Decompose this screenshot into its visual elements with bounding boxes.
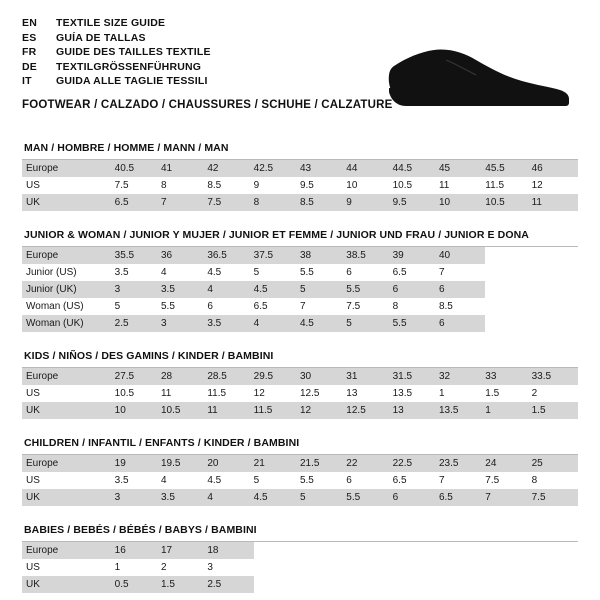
size-cell: 4.5 bbox=[207, 267, 222, 278]
size-cell: 8.5 bbox=[300, 194, 346, 211]
size-cell bbox=[532, 264, 578, 281]
size-cell: 5 bbox=[253, 475, 260, 486]
size-cell: 3 bbox=[207, 562, 213, 573]
size-cell: 6.5 bbox=[392, 475, 407, 486]
table-row bbox=[22, 298, 578, 315]
size-cell: 9 bbox=[346, 194, 392, 211]
size-cell: 11 bbox=[160, 388, 172, 399]
size-cell: 11 bbox=[532, 194, 578, 211]
size-cell: 10 bbox=[115, 402, 161, 419]
size-cell: 36 bbox=[161, 247, 207, 264]
language-row bbox=[22, 45, 211, 60]
size-cell: 21.5 bbox=[300, 455, 346, 472]
section-title: BABIES / BEBÉS / BÉBÉS / BABYS / BAMBINI bbox=[24, 524, 257, 536]
size-cell: 5.5 bbox=[346, 281, 392, 298]
size-cell: 38.5 bbox=[346, 247, 392, 264]
size-cell: 10.5 bbox=[114, 388, 135, 399]
size-cell: 21 bbox=[254, 455, 300, 472]
size-table bbox=[22, 542, 578, 593]
size-cell: 2 bbox=[160, 562, 167, 573]
size-cell: 40 bbox=[439, 247, 485, 264]
size-cell: 5.5 bbox=[346, 489, 392, 506]
size-table bbox=[22, 247, 578, 332]
size-cell: 38 bbox=[300, 247, 346, 264]
size-cell: 9 bbox=[253, 180, 260, 191]
language-label: TEXTILGRÖSSENFÜHRUNG bbox=[56, 60, 202, 73]
row-label: Woman (UK) bbox=[22, 315, 115, 332]
size-cell: 7.5 bbox=[346, 301, 361, 312]
size-cell: 41 bbox=[161, 160, 207, 177]
size-cell: 36.5 bbox=[207, 247, 253, 264]
language-label: GUÍA DE TALLAS bbox=[56, 31, 146, 44]
size-sections bbox=[22, 142, 578, 593]
size-cell: 4.5 bbox=[254, 281, 300, 298]
size-cell: 4 bbox=[160, 267, 167, 278]
size-cell: 3 bbox=[161, 315, 207, 332]
size-cell: 10 bbox=[346, 180, 358, 191]
row-label: Junior (UK) bbox=[22, 281, 115, 298]
size-cell: 4.5 bbox=[300, 315, 346, 332]
size-cell: 6 bbox=[439, 315, 485, 332]
size-cell: 1.5 bbox=[161, 576, 207, 593]
row-label: Woman (US) bbox=[26, 301, 84, 312]
size-cell: 8.5 bbox=[438, 301, 453, 312]
size-cell: 28 bbox=[161, 368, 207, 385]
size-cell: 6 bbox=[439, 281, 485, 298]
size-cell: 0.5 bbox=[115, 576, 161, 593]
row-label: Junior (US) bbox=[26, 267, 77, 278]
size-cell: 11 bbox=[207, 402, 253, 419]
table-row bbox=[22, 472, 578, 489]
page-header bbox=[22, 16, 578, 124]
size-cell: 22.5 bbox=[393, 455, 439, 472]
size-cell bbox=[300, 576, 346, 593]
size-cell: 8 bbox=[392, 301, 399, 312]
language-code: DE bbox=[22, 60, 37, 73]
size-cell: 13.5 bbox=[392, 388, 413, 399]
size-cell bbox=[485, 315, 531, 332]
size-cell bbox=[346, 576, 392, 593]
size-cell bbox=[485, 264, 531, 281]
language-row bbox=[22, 60, 211, 75]
dress-shoe-icon bbox=[372, 32, 572, 110]
size-cell: 9.5 bbox=[393, 194, 439, 211]
size-cell: 3 bbox=[115, 281, 161, 298]
size-cell: 18 bbox=[207, 542, 253, 559]
size-cell bbox=[532, 298, 578, 315]
size-cell: 13.5 bbox=[439, 402, 485, 419]
size-cell bbox=[300, 542, 346, 559]
row-label: Europe bbox=[22, 455, 115, 472]
size-cell: 1.5 bbox=[485, 388, 500, 399]
table-row bbox=[22, 315, 578, 332]
size-cell: 5 bbox=[346, 315, 392, 332]
size-cell: 23.5 bbox=[439, 455, 485, 472]
size-cell bbox=[439, 559, 485, 576]
size-section bbox=[22, 437, 578, 506]
size-table bbox=[22, 455, 578, 506]
size-cell bbox=[393, 559, 439, 576]
language-code: EN bbox=[22, 17, 37, 29]
size-cell: 13 bbox=[346, 388, 358, 399]
language-label: GUIDA ALLE TAGLIE TESSILI bbox=[56, 75, 208, 87]
table-row bbox=[22, 489, 578, 506]
size-cell: 7 bbox=[438, 267, 445, 278]
size-cell: 31.5 bbox=[393, 368, 439, 385]
size-cell: 6 bbox=[346, 267, 352, 278]
size-cell bbox=[485, 298, 531, 315]
row-label: Europe bbox=[22, 542, 115, 559]
size-cell: 45 bbox=[439, 160, 485, 177]
size-cell: 28.5 bbox=[207, 368, 253, 385]
size-cell: 7 bbox=[161, 194, 207, 211]
size-cell: 7.5 bbox=[532, 489, 578, 506]
size-cell: 9.5 bbox=[299, 180, 314, 191]
size-cell: 5 bbox=[253, 267, 260, 278]
size-cell: 17 bbox=[161, 542, 207, 559]
table-row bbox=[22, 402, 578, 419]
size-cell: 30 bbox=[300, 368, 346, 385]
size-cell: 10.5 bbox=[392, 180, 413, 191]
size-cell: 5.5 bbox=[393, 315, 439, 332]
size-section bbox=[22, 524, 578, 593]
row-label: Europe bbox=[22, 368, 115, 385]
size-cell: 44.5 bbox=[393, 160, 439, 177]
language-label: GUIDE DES TAILLES TEXTILE bbox=[56, 46, 211, 58]
size-cell: 5 bbox=[300, 489, 346, 506]
size-cell: 5 bbox=[300, 281, 346, 298]
size-cell: 2.5 bbox=[115, 315, 161, 332]
size-cell: 3 bbox=[115, 489, 161, 506]
table-row bbox=[22, 542, 578, 559]
size-cell: 8 bbox=[531, 475, 538, 486]
size-cell: 12 bbox=[531, 180, 543, 191]
size-cell: 11.5 bbox=[485, 180, 505, 191]
size-cell bbox=[300, 559, 346, 576]
table-row bbox=[22, 264, 578, 281]
size-cell: 13 bbox=[393, 402, 439, 419]
language-row bbox=[22, 16, 211, 31]
size-cell: 45.5 bbox=[485, 160, 531, 177]
size-cell bbox=[254, 576, 300, 593]
size-cell: 3.5 bbox=[114, 475, 129, 486]
language-row bbox=[22, 31, 211, 46]
size-cell: 7.5 bbox=[114, 180, 129, 191]
table-row bbox=[22, 455, 578, 472]
table-row bbox=[22, 281, 578, 298]
size-cell: 8.5 bbox=[207, 180, 222, 191]
size-cell: 8 bbox=[254, 194, 300, 211]
size-cell: 3.5 bbox=[161, 281, 207, 298]
size-cell: 19.5 bbox=[161, 455, 207, 472]
size-cell bbox=[393, 576, 439, 593]
section-title: JUNIOR & WOMAN / JUNIOR Y MUJER / JUNIOR ET FEMME / JUNIOR UND FRAU / JUNIOR E DONA bbox=[24, 229, 529, 241]
size-cell: 40.5 bbox=[115, 160, 161, 177]
row-label: US bbox=[26, 475, 40, 486]
size-cell: 3.5 bbox=[114, 267, 129, 278]
language-label: TEXTILE SIZE GUIDE bbox=[56, 17, 166, 29]
size-cell bbox=[532, 315, 578, 332]
size-cell: 5.5 bbox=[299, 267, 314, 278]
row-label: US bbox=[26, 388, 40, 399]
size-cell: 4 bbox=[207, 489, 253, 506]
size-cell bbox=[532, 559, 578, 576]
size-cell: 35.5 bbox=[115, 247, 161, 264]
table-row bbox=[22, 160, 578, 177]
size-cell: 6.5 bbox=[253, 301, 268, 312]
row-label: UK bbox=[22, 489, 115, 506]
size-cell: 5 bbox=[114, 301, 121, 312]
size-cell: 12.5 bbox=[299, 388, 320, 399]
size-cell: 2 bbox=[531, 388, 538, 399]
size-cell: 3.5 bbox=[161, 489, 207, 506]
language-code: IT bbox=[22, 75, 32, 87]
size-cell: 2.5 bbox=[207, 576, 253, 593]
size-table bbox=[22, 368, 578, 419]
row-label: Europe bbox=[22, 160, 115, 177]
size-cell: 4.5 bbox=[254, 489, 300, 506]
size-section bbox=[22, 350, 578, 419]
size-table bbox=[22, 160, 578, 211]
size-cell: 6.5 bbox=[392, 267, 407, 278]
size-cell: 22 bbox=[346, 455, 392, 472]
section-title: MAN / HOMBRE / HOMME / MANN / MAN bbox=[24, 142, 229, 154]
size-cell: 6.5 bbox=[115, 194, 161, 211]
size-cell: 7.5 bbox=[485, 475, 500, 486]
size-cell: 10 bbox=[439, 194, 485, 211]
size-cell bbox=[532, 542, 578, 559]
size-cell: 33.5 bbox=[532, 368, 578, 385]
size-cell: 3.5 bbox=[207, 315, 253, 332]
size-cell: 8 bbox=[160, 180, 167, 191]
size-cell: 12 bbox=[300, 402, 346, 419]
size-cell: 16 bbox=[115, 542, 161, 559]
size-cell: 5.5 bbox=[160, 301, 175, 312]
size-cell bbox=[439, 542, 485, 559]
size-cell bbox=[346, 559, 392, 576]
section-title: CHILDREN / INFANTIL / ENFANTS / KINDER / BAMBINI bbox=[24, 437, 300, 449]
size-cell: 4 bbox=[254, 315, 300, 332]
size-cell bbox=[254, 542, 300, 559]
size-cell: 20 bbox=[207, 455, 253, 472]
size-cell bbox=[485, 247, 531, 264]
size-cell: 4 bbox=[160, 475, 167, 486]
size-cell: 7 bbox=[485, 489, 531, 506]
size-cell bbox=[485, 576, 531, 593]
size-cell: 7.5 bbox=[207, 194, 253, 211]
size-cell: 5.5 bbox=[299, 475, 314, 486]
size-cell bbox=[439, 576, 485, 593]
section-title: KIDS / NIÑOS / DES GAMINS / KINDER / BAMBINI bbox=[24, 350, 274, 362]
language-list bbox=[22, 16, 211, 89]
category-title: FOOTWEAR / CALZADO / CHAUSSURES / SCHUHE / CALZATURE bbox=[22, 98, 393, 111]
table-row bbox=[22, 368, 578, 385]
table-row bbox=[22, 385, 578, 402]
row-label: Europe bbox=[22, 247, 115, 264]
table-row bbox=[22, 576, 578, 593]
size-cell: 44 bbox=[346, 160, 392, 177]
size-cell: 6 bbox=[393, 281, 439, 298]
size-cell: 1 bbox=[438, 388, 445, 399]
size-cell: 31 bbox=[346, 368, 392, 385]
size-cell: 42.5 bbox=[254, 160, 300, 177]
table-row bbox=[22, 559, 578, 576]
size-cell bbox=[532, 281, 578, 298]
size-cell bbox=[532, 576, 578, 593]
size-cell: 33 bbox=[485, 368, 531, 385]
table-row bbox=[22, 247, 578, 264]
size-cell: 42 bbox=[207, 160, 253, 177]
size-cell: 10.5 bbox=[161, 402, 207, 419]
size-cell: 32 bbox=[439, 368, 485, 385]
size-cell: 46 bbox=[532, 160, 578, 177]
row-label: US bbox=[26, 562, 40, 573]
row-label: UK bbox=[22, 194, 115, 211]
row-label: UK bbox=[22, 576, 115, 593]
size-cell: 4 bbox=[207, 281, 253, 298]
row-label: US bbox=[26, 180, 40, 191]
size-cell: 12.5 bbox=[346, 402, 392, 419]
size-cell: 6 bbox=[393, 489, 439, 506]
size-cell bbox=[393, 542, 439, 559]
size-cell bbox=[254, 559, 300, 576]
size-cell bbox=[346, 542, 392, 559]
row-label: UK bbox=[22, 402, 115, 419]
table-row bbox=[22, 194, 578, 211]
size-cell: 11 bbox=[438, 180, 450, 191]
size-cell: 10.5 bbox=[485, 194, 531, 211]
language-row bbox=[22, 74, 211, 89]
size-cell: 29.5 bbox=[254, 368, 300, 385]
size-cell: 1 bbox=[114, 562, 121, 573]
size-cell: 6 bbox=[207, 301, 213, 312]
size-cell: 11.5 bbox=[207, 388, 227, 399]
language-code: FR bbox=[22, 46, 37, 58]
size-cell: 24 bbox=[485, 455, 531, 472]
size-cell: 6.5 bbox=[439, 489, 485, 506]
size-section bbox=[22, 229, 578, 332]
size-cell bbox=[485, 281, 531, 298]
size-cell: 1 bbox=[485, 402, 531, 419]
size-cell: 43 bbox=[300, 160, 346, 177]
size-cell: 27.5 bbox=[115, 368, 161, 385]
size-cell: 39 bbox=[393, 247, 439, 264]
size-cell: 4.5 bbox=[207, 475, 222, 486]
language-code: ES bbox=[22, 31, 37, 44]
table-row bbox=[22, 177, 578, 194]
size-cell: 1.5 bbox=[532, 402, 578, 419]
size-cell: 6 bbox=[346, 475, 352, 486]
size-cell bbox=[485, 542, 531, 559]
size-cell: 25 bbox=[532, 455, 578, 472]
size-cell: 12 bbox=[253, 388, 265, 399]
size-cell bbox=[532, 247, 578, 264]
size-cell: 11.5 bbox=[254, 402, 300, 419]
size-cell: 7 bbox=[438, 475, 445, 486]
size-cell: 7 bbox=[299, 301, 306, 312]
size-cell bbox=[485, 559, 531, 576]
size-cell: 19 bbox=[115, 455, 161, 472]
size-section bbox=[22, 142, 578, 211]
size-cell: 37.5 bbox=[254, 247, 300, 264]
